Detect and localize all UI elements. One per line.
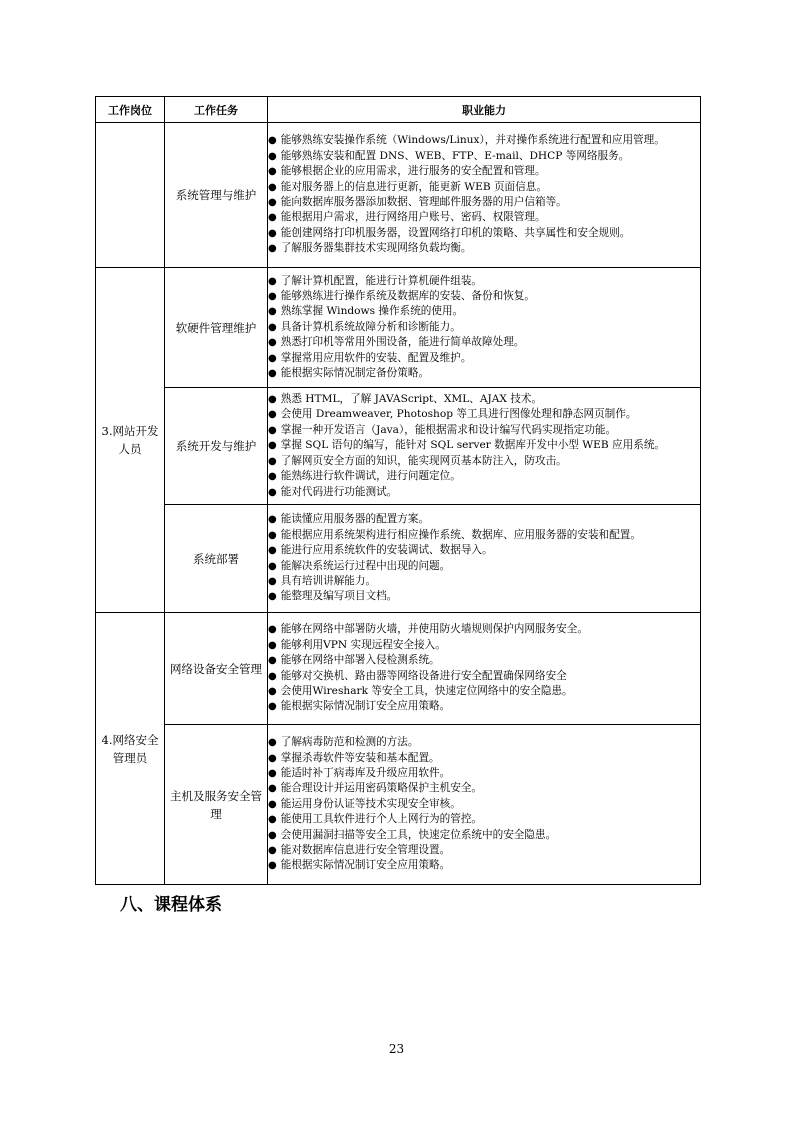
- ability-cell: [268, 725, 701, 885]
- ability-item: ● 能使用工具软件进行个人上网行为的管控。: [268, 812, 700, 827]
- header-position: 工作岗位: [96, 97, 165, 123]
- ability-item: ● 能根据实际情况制订安全应用策略。: [268, 699, 700, 714]
- ability-item: ● 了解病毒防范和检测的方法。: [268, 735, 700, 750]
- ability-list: [268, 133, 700, 256]
- ability-item: ● 能够熟练安装操作系统（Windows/Linux），并对操作系统进行配置和应用管理。: [268, 133, 700, 148]
- ability-item: ● 能读懂应用服务器的配置方案。: [268, 512, 700, 527]
- ability-item: ● 能够利用VPN 实现远程安全接入。: [268, 638, 700, 653]
- ability-item: ● 能对服务器上的信息进行更新，能更新 WEB 页面信息。: [268, 180, 700, 195]
- ability-item: ● 能根据实际情况制定备份策略。: [268, 366, 700, 381]
- ability-item: ● 熟悉打印机等常用外围设备，能进行简单故障处理。: [268, 335, 700, 350]
- ability-item: ● 会使用漏洞扫描等安全工具，快速定位系统中的安全隐患。: [268, 828, 700, 843]
- ability-item: ● 会使用 Dreamweaver, Photoshop 等工具进行图像处理和静态网页制作。: [268, 407, 700, 422]
- table-header-row: [96, 97, 701, 123]
- task-cell: 系统部署: [165, 505, 268, 613]
- ability-cell: [268, 505, 701, 613]
- ability-item: ● 熟悉 HTML，了解 JAVAScript、XML、AJAX 技术。: [268, 392, 700, 407]
- table-row: [96, 268, 701, 388]
- ability-item: ● 能进行应用系统软件的安装调试、数据导入。: [268, 543, 700, 558]
- ability-item: ● 掌握常用应用软件的安装、配置及维护。: [268, 351, 700, 366]
- header-ability: 职业能力: [268, 97, 701, 123]
- ability-cell: [268, 123, 701, 268]
- ability-item: ● 能熟练进行软件调试，进行问题定位。: [268, 469, 700, 484]
- ability-item: ● 掌握 SQL 语句的编写，能针对 SQL server 数据库开发中小型 WEB 应用系统。: [268, 438, 700, 453]
- ability-item: ● 具有培训讲解能力。: [268, 574, 700, 589]
- ability-item: ● 熟练掌握 Windows 操作系统的使用。: [268, 304, 700, 319]
- ability-item: ● 能解决系统运行过程中出现的问题。: [268, 559, 700, 574]
- ability-item: ● 掌握杀毒软件等安装和基本配置。: [268, 751, 700, 766]
- position-cell: 4.网络安全管理员: [96, 613, 165, 885]
- position-cell: 3.网站开发人员: [96, 268, 165, 613]
- ability-item: ● 会使用Wireshark 等安全工具，快速定位网络中的安全隐患。: [268, 684, 700, 699]
- ability-cell: [268, 268, 701, 388]
- table-row: [96, 725, 701, 885]
- ability-item: ● 能对代码进行功能测试。: [268, 485, 700, 500]
- section-heading: 八、课程体系: [120, 895, 222, 915]
- table-row: [96, 505, 701, 613]
- task-cell: 系统开发与维护: [165, 388, 268, 505]
- ability-list: [268, 392, 700, 500]
- ability-item: ● 能够熟练安装和配置 DNS、WEB、FTP、E-mail、DHCP 等网络服务。: [268, 149, 700, 164]
- ability-list: [268, 512, 700, 604]
- ability-item: ● 能整理及编写项目文档。: [268, 589, 700, 604]
- table-row: [96, 123, 701, 268]
- ability-item: ● 能合理设计并运用密码策略保护主机安全。: [268, 781, 700, 796]
- ability-cell: [268, 388, 701, 505]
- ability-item: ● 能根据实际情况制订安全应用策略。: [268, 858, 700, 873]
- ability-item: ● 能根据用户需求，进行网络用户账号、密码、权限管理。: [268, 210, 700, 225]
- ability-item: ● 能适时补丁病毒库及升级应用软件。: [268, 766, 700, 781]
- task-cell: 系统管理与维护: [165, 123, 268, 268]
- ability-item: ● 了解服务器集群技术实现网络负载均衡。: [268, 241, 700, 256]
- header-task: 工作任务: [165, 97, 268, 123]
- task-cell: 网络设备安全管理: [165, 613, 268, 725]
- ability-item: ● 能够熟练进行操作系统及数据库的安装、备份和恢复。: [268, 289, 700, 304]
- ability-list: [268, 735, 700, 874]
- ability-item: ● 能够对交换机、路由器等网络设备进行安全配置确保网络安全: [268, 669, 700, 684]
- ability-item: ● 能够在网络中部署防火墙，并使用防火墙规则保护内网服务安全。: [268, 622, 700, 637]
- ability-item: ● 能够在网络中部署入侵检测系统。: [268, 653, 700, 668]
- task-cell: 软硬件管理维护: [165, 268, 268, 388]
- ability-cell: [268, 613, 701, 725]
- ability-item: ● 能根据应用系统架构进行相应操作系统、数据库、应用服务器的安装和配置。: [268, 528, 700, 543]
- table-row: [96, 388, 701, 505]
- ability-list: [268, 274, 700, 382]
- job-ability-table: [95, 96, 701, 885]
- position-cell: [96, 123, 165, 268]
- ability-list: [268, 622, 700, 714]
- ability-item: ● 了解计算机配置，能进行计算机硬件组装。: [268, 274, 700, 289]
- ability-item: ● 能运用身份认证等技术实现安全审核。: [268, 797, 700, 812]
- ability-item: ● 能向数据库服务器添加数据、管理邮件服务器的用户信箱等。: [268, 195, 700, 210]
- table-row: [96, 613, 701, 725]
- page-number: 23: [388, 1042, 405, 1056]
- ability-item: ● 能创建网络打印机服务器，设置网络打印机的策略、共享属性和安全规则。: [268, 226, 700, 241]
- ability-item: ● 了解网页安全方面的知识，能实现网页基本防注入，防攻击。: [268, 454, 700, 469]
- ability-item: ● 掌握一种开发语言（Java），能根据需求和设计编写代码实现指定功能。: [268, 423, 700, 438]
- ability-item: ● 具备计算机系统故障分析和诊断能力。: [268, 320, 700, 335]
- task-cell: 主机及服务安全管理: [165, 725, 268, 885]
- ability-item: ● 能够根据企业的应用需求，进行服务的安全配置和管理。: [268, 164, 700, 179]
- ability-item: ● 能对数据库信息进行安全管理设置。: [268, 843, 700, 858]
